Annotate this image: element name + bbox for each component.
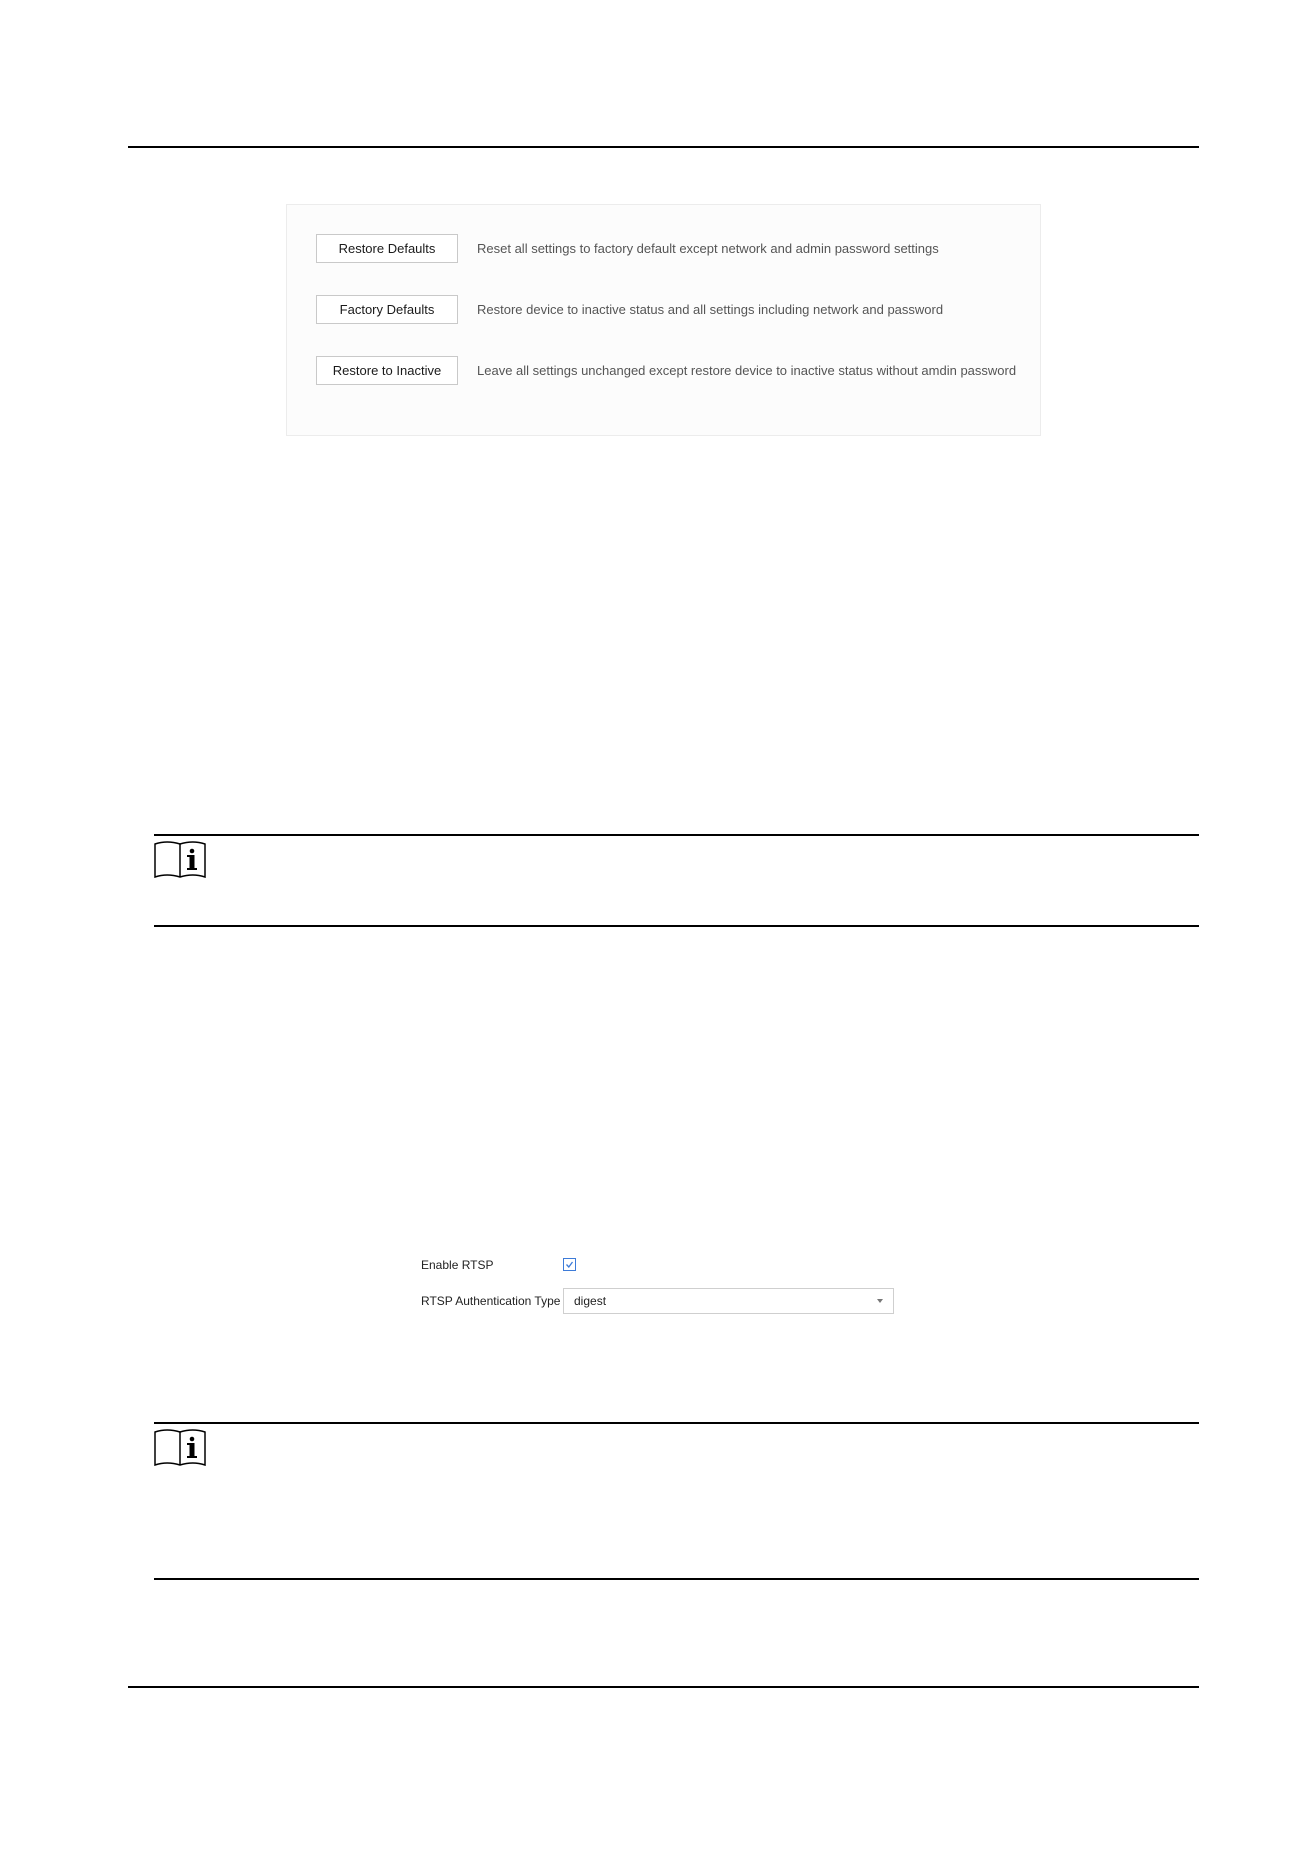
note-bottom-rule — [154, 1578, 1199, 1580]
note-top-rule — [154, 834, 1199, 836]
factory-defaults-description: Restore device to inactive status and all settings including network and password — [477, 302, 944, 317]
restore-defaults-row — [316, 234, 939, 263]
restore-to-inactive-row — [316, 356, 1016, 385]
enable-rtsp-label: Enable RTSP — [421, 1258, 494, 1272]
restore-options-panel — [286, 204, 1041, 436]
note-top-rule — [154, 1422, 1199, 1424]
restore-defaults-description: Reset all settings to factory default except network and admin password settings — [477, 241, 939, 256]
rtsp-auth-type-label: RTSP Authentication Type — [421, 1294, 561, 1308]
checkmark-icon — [565, 1260, 574, 1269]
footer-rule — [128, 1686, 1199, 1688]
chevron-down-icon — [877, 1299, 883, 1303]
header-rule — [128, 146, 1199, 148]
note-book-info-icon — [154, 840, 206, 878]
note-book-info-icon — [154, 1428, 206, 1466]
restore-defaults-button[interactable]: Restore Defaults — [316, 234, 458, 263]
rtsp-auth-type-select[interactable] — [563, 1288, 894, 1314]
enable-rtsp-checkbox[interactable] — [563, 1258, 576, 1271]
rtsp-auth-type-value: digest — [574, 1294, 607, 1308]
note-bottom-rule — [154, 925, 1199, 927]
restore-to-inactive-button[interactable]: Restore to Inactive — [316, 356, 458, 385]
restore-to-inactive-description: Leave all settings unchanged except restore device to inactive status without amdin password — [477, 363, 1017, 378]
factory-defaults-button[interactable]: Factory Defaults — [316, 295, 458, 324]
factory-defaults-row — [316, 295, 943, 324]
